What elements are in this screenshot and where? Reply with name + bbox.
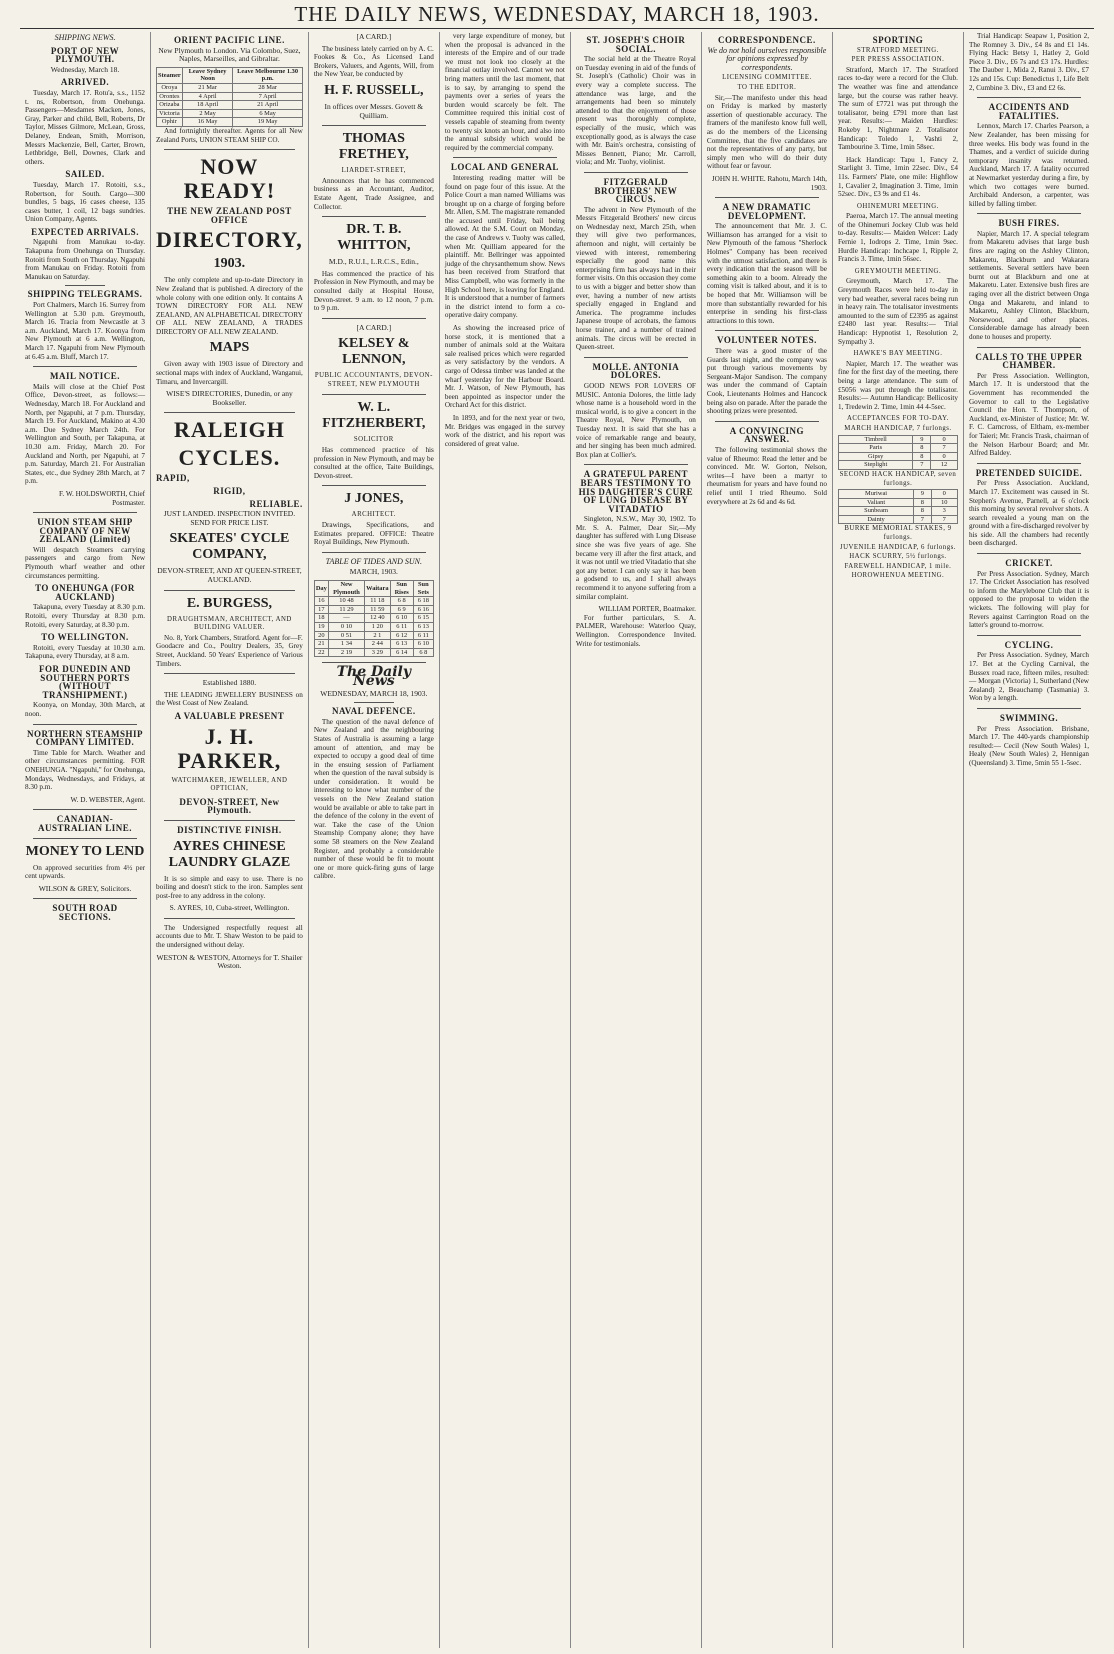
frethey-heading: THOMAS FRETHEY, xyxy=(338,131,409,163)
jones-body: Drawings, Specifications, and Estimates prepared. OFFICE: Theatre Royal Buildings, New Plymouth. xyxy=(313,521,434,547)
divider xyxy=(584,464,688,465)
table-row: 19 0 10 1 20 6 11 6 13 xyxy=(314,622,433,631)
press-association: PER PRESS ASSOCIATION. xyxy=(851,56,945,64)
divider xyxy=(715,421,819,422)
column-3 xyxy=(309,32,440,1648)
kelsey-heading: KELSEY & LENNON, xyxy=(338,336,410,368)
divider xyxy=(65,285,105,286)
table-row: Gipsy 8 0 xyxy=(838,452,957,461)
local-more: As showing the increased price of horse stock, it is mentioned that a number of animals sold at the Waitara sale realised prices which were regarded as very satisfactory by the vendors. A cargo of Odessa timber was landed at the wharf yesterday for the Harbour Board. Mr. J. Watson, of New Plymouth, has been appointed as inspector under the Orchard Act for this district. xyxy=(444,324,565,410)
orient-subheading: New Plymouth to London. Via Colombo, Suez, Naples, Marseilles, and Gibraltar. xyxy=(158,45,301,64)
cycles-heading: CYCLES. xyxy=(178,445,281,471)
column-8 xyxy=(964,32,1094,1648)
divider xyxy=(33,512,137,513)
hunters-body: Hack Handicap: Tapu 1, Fancy 2, Starlight 3. Time, 1min 22sec. Div., £4 11s. Farmers' Plate, one mile: Highflow 1, Cavalier 2, Imagination 3. Time, 1min 52sec. Div., £3 9s and £1 4s. xyxy=(837,155,958,199)
cycling-body: Per Press Association. Sydney, March 17. Bet at the Cycling Carnival, the Bussex road race, fifteen miles, resulted:— Morgan (Victoria) 1, Sutherland (New Zealand) 2, Beauchamp (Tasmania) 3. Won by a length. xyxy=(968,651,1089,703)
weston-signature: WESTON & WESTON, Attorneys for T. Shailer Weston. xyxy=(156,952,303,971)
table-row: Timbrell 9 0 xyxy=(838,435,957,444)
valuable-heading: A VALUABLE PRESENT xyxy=(174,710,285,721)
naval-continued: very large expenditure of money, but when the proposal is advanced in the interests of the Empire and of our trade we must not look too closely at the financial outlay involved. Cannot we not bring matters until the last moment, that is to say, by arranging to spend the payments over a series of years the burden would scarcely be felt. The Committee required this initial cost of vessels capable of steaming from twenty to twenty six knots an hour, and also into the annual subsidy which would be required by the commercial company. xyxy=(444,32,565,152)
orient-footer: And fortnightly thereafter. Agents for all New Zealand Ports, UNION STEAM SHIP CO. xyxy=(156,126,303,144)
table-row: 20 0 51 2 1 6 12 6 11 xyxy=(314,631,433,640)
naval-heading: NAVAL DEFENCE. xyxy=(331,706,416,717)
weston-body: The Undersigned respectfully request all accounts due to Mr. T. Shaw Weston to be paid to the undersigned without delay. xyxy=(156,923,303,950)
hawkes-body: Napier, March 17. The weather was fine for the first day of the meeting, there being a large attendance. The sum of £5056 was put through the totalisator. Results:— Autumn Handicap: Bellicosity 1, Tredewin 2. Time, 1min 44 4-5sec. xyxy=(837,359,958,411)
kelsey-card: [A CARD.] xyxy=(356,322,392,332)
russell-subheading: In offices over Messrs. Govett & Quilliam. xyxy=(324,101,424,120)
divider xyxy=(322,485,426,486)
burgess-body: No. 8, York Chambers, Stratford. Agent for—F. Goodacre and Co., Poultry Dealers, 35, Grey Street, Auckland. 50 Years' Experience of Various Timbers. xyxy=(156,633,303,668)
money-text: On approved securities from 4½ per cent upwards. xyxy=(25,863,146,881)
divider xyxy=(33,838,137,839)
russell-heading: H. F. RUSSELL, xyxy=(324,82,424,98)
divider xyxy=(354,702,394,703)
mail-signature: F. W. HOLDSWORTH, Chief Postmaster. xyxy=(58,489,146,507)
ayres-signature: S. AYRES, 10, Cuba-street, Wellington. xyxy=(169,903,290,913)
licensing-signature: JOHN H. WHITE. Rahotu, March 14th, 1903. xyxy=(711,174,827,192)
whitton-subheading: M.D., R.U.I., L.R.C.S., Edin., xyxy=(328,257,419,267)
south-road-heading: SOUTH ROAD SECTIONS. xyxy=(52,903,118,922)
table-row: Victoria 2 May 6 May xyxy=(157,109,303,118)
tides-heading: TABLE OF TIDES AND SUN. xyxy=(325,556,423,566)
local-heading: LOCAL AND GENERAL xyxy=(450,162,559,173)
column-5 xyxy=(571,32,702,1648)
swimming-heading: SWIMMING. xyxy=(999,712,1059,723)
masthead-title: THE DAILY NEWS, WEDNESDAY, MARCH 18, 1903. xyxy=(294,2,820,26)
upper-chamber-heading: CALLS TO THE UPPER CHAMBER. xyxy=(975,351,1083,371)
licensing-heading: LICENSING COMMITTEE. xyxy=(722,74,812,82)
dunedin-heading: FOR DUNEDIN AND SOUTHERN PORTS (WITHOUT TRANSHIPMENT.) xyxy=(39,664,132,700)
divider xyxy=(584,357,688,358)
licensing-subheading: TO THE EDITOR. xyxy=(737,83,797,91)
vitadatio-footer: For further particulars, S. A. PALMER, Warehouse: Waterloo Quay, Wellington. Correspondence Invited. Write for testimonials. xyxy=(575,613,696,648)
raleigh-line-rapid: RAPID, xyxy=(156,473,190,484)
divider xyxy=(322,216,426,217)
table-header: Waitara xyxy=(365,581,390,597)
divider xyxy=(977,213,1081,214)
divider xyxy=(453,157,557,158)
convincing-body: The following testimonial shows the value of Rheumo: Read the letter and be convinced. Mr. W. Gorton, Nelson, writes—I have been a martyr to rheumatism for years and have found no relief until I tried Rheumo. Sold everywhere at 2s 6d and 4s 6d. xyxy=(706,445,827,506)
burke-heading: BURKE MEMORIAL STAKES, 9 furlongs. xyxy=(844,525,952,542)
newspaper-page xyxy=(20,32,1094,1648)
vitadatio-signature: WILLIAM PORTER, Boatmaker. xyxy=(598,605,696,614)
divider xyxy=(715,197,819,198)
ohinemuri-body: Paeroa, March 17. The annual meeting of the Ohinemuri Jockey Club was held to-day. Results:— Maiden Welcer: Lady Fernie 1, Iodrops 2. Time, 1min 9sec. Hurdle Handicap: Inchcape 1, Ripple 2, Francis 3. Time, 1min 56sec. xyxy=(837,212,958,264)
cricket-heading: CRICKET. xyxy=(1005,558,1053,569)
cricket-body: Per Press Association. Sydney, March 17. The Cricket Association has resolved to inform the Marylebone Club that it is opposed to the proposal to widen the wickets. The following will play for Revers against Carrington Road on the latter's ground to-morrow. xyxy=(968,569,1089,630)
choir-heading: ST. JOSEPH'S CHOIR SOCIAL. xyxy=(586,35,686,54)
stratford-body: Stratford, March 17. The Stratford races to-day were a record for the Club. The weather was fine and attendance large, but the course was rather heavy. The sum of £7721 was put through the totalisator, being £791 more than last year. Results:— Maiden Hurdles: Rokeby 1, Nightmare 2. Totalisator Handicap: Toledo 1, Vashti 2, Tambourine 3. Time, 1min 58sec. xyxy=(837,65,958,152)
fitzherbert-heading: W. L. FITZHERBERT, xyxy=(322,400,426,432)
telegrams-text: Port Chalmers, March 16. Surrey from Wellington at 5.30 p.m. Greymouth, March 16. Tracia from Newcastle at 3 a.m. Auckland, March 17. Koonya from New Plymouth at 6 a.m. Wellington, March 17. Ngapuhi from New Plymouth at 6.45 a.m. Bluff, March 17. xyxy=(25,301,146,361)
column-1 xyxy=(20,32,151,1648)
established-line: Established 1880. xyxy=(202,678,257,688)
fitzherbert-body: Has commenced practice of his profession in New Plymouth, and may be consulted at the office, Taite Buildings, Devon-street. xyxy=(313,446,434,480)
table-row: Oroya 21 Mar 28 Mar xyxy=(157,83,303,92)
wellington-heading: TO WELLINGTON. xyxy=(41,632,129,643)
canadian-heading: CANADIAN-AUSTRALIAN LINE. xyxy=(38,814,133,833)
column-2 xyxy=(151,32,309,1648)
wise-line: WISE'S DIRECTORIES, Dunedin, or any Bookseller. xyxy=(166,389,293,407)
greymouth-heading: GREYMOUTH MEETING. xyxy=(854,267,942,275)
vitadatio-heading: A GRATEFUL PARENT BEARS TESTIMONY TO HIS DAUGHTER'S CURE OF LUNG DISEASE BY VITADATIO xyxy=(578,469,694,514)
raleigh-line-reliable: RELIABLE. xyxy=(249,498,303,509)
divider xyxy=(584,172,688,173)
suicide-body: Per Press Association. Auckland, March 17. Excitement was caused in St. Stephen's Avenue, Parnell, at 6 o'clock this morning by several revolver shots. A search revealed a young man on the ground with a fire-discharged revolver by his side. All the chambers had recently been discharged. xyxy=(968,479,1089,548)
daily-news-nameplate: The Daily News xyxy=(336,664,412,689)
accidents-heading: ACCIDENTS AND FATALITIES. xyxy=(988,102,1070,121)
editorial-dateline: WEDNESDAY, MARCH 18, 1903. xyxy=(320,688,428,698)
ayres-heading: AYRES CHINESE LAUNDRY GLAZE xyxy=(168,838,291,870)
frethey-body: Announces that he has commenced business as an Accountant, Auditor, Estate Agent, Trade Assignee, and Collector. xyxy=(313,176,434,211)
hack-handicap-table xyxy=(838,489,958,524)
suicide-heading: PRETENDED SUICIDE. xyxy=(975,467,1083,478)
card-heading: [A CARD.] xyxy=(356,32,392,41)
cycling-heading: CYCLING. xyxy=(1004,639,1054,650)
maps-heading: MAPS xyxy=(209,340,250,356)
jones-heading: J JONES, xyxy=(344,491,404,507)
skeates-address: DEVON-STREET, AND AT QUEEN-STREET, AUCKLAND. xyxy=(157,566,302,584)
raleigh-line-rigid: RIGID, xyxy=(213,486,246,497)
parker-heading: J. H. PARKER, xyxy=(177,723,282,773)
jones-subheading: ARCHITECT. xyxy=(351,511,396,519)
divider xyxy=(977,97,1081,98)
local-tail: In 1893, and for the next year or two, Mr. Bridges was engaged in the survey work of the district, and his report was considered of great value. xyxy=(444,413,565,448)
arrived-heading: ARRIVED. xyxy=(60,77,110,88)
choir-body: The social held at the Theatre Royal on Tuesday evening in aid of the funds of St. Joseph's (Catholic) Choir was in every way a complete success. The attendance was large, and the arrangements had been so minutely attended to that the enjoyment of those present was thoroughly complete, especially of the music, which was exceptionally good, as is always the case with Mr. Bain's orchestra, consisting of Misses Bennett, Piano; Mr. Carroll, viola; and Mr. Tuohy, violinist. xyxy=(575,55,696,167)
column-6 xyxy=(702,32,833,1648)
convincing-heading: A CONVINCING ANSWER. xyxy=(729,425,805,445)
acceptances-heading: ACCEPTANCES FOR TO-DAY. xyxy=(846,415,949,423)
dunedin-text: Koonya, on Monday, 30th March, at noon. xyxy=(25,701,146,718)
table-header: Leave Melbourne 1.30 p.m. xyxy=(233,67,302,83)
shipping-heading: SHIPPING NEWS. xyxy=(54,33,116,42)
sporting-heading: SPORTING xyxy=(872,35,924,45)
whitton-body: Has commenced the practice of his Profession in New Plymouth, and may be consulted daily at Hospital House, Devon-street. 9 a.m. to 12 noon, 7 p.m. to 9 p.m. xyxy=(313,269,434,313)
vitadatio-body: Singleton, N.S.W., May 30, 1902. To Mr. S. A. Palmer, Dear Sir,—My daughter has suffered with Lung Disease since she was five years of age. She became very ill after the first attack, and it was not until we tried Vitadatio that she got any better. I can only say it has been a godsend to us, and I shall always recommend it to anyone suffering from a similar complaint. xyxy=(575,515,696,601)
table-header: Day xyxy=(314,581,328,597)
divider xyxy=(164,412,295,413)
correspondence-heading: CORRESPONDENCE. xyxy=(718,35,816,45)
divider xyxy=(164,673,295,674)
directory-subheading: THE NEW ZEALAND POST OFFICE xyxy=(167,206,292,225)
northern-signature: W. D. WEBSTER, Agent. xyxy=(70,795,146,804)
divider xyxy=(33,898,137,899)
table-row: Steplight 7 12 xyxy=(838,461,957,470)
table-row: 21 1 34 2 44 6 13 6 10 xyxy=(314,640,433,649)
raleigh-landed: JUST LANDED. INSPECTION INVITED. SEND FOR PRICE LIST. xyxy=(163,509,296,527)
divider xyxy=(164,820,295,821)
tides-table xyxy=(314,580,434,657)
table-row: 22 2 19 3 29 6 14 6 8 xyxy=(314,648,433,657)
accidents-body: Lennox, March 17. Charles Pearson, a New Zealander, has been missing for three weeks. His body was found in the Thames, and a verdict of suicide during temporary insanity was returned. Auckland, March 17. A fatality occurred at Newmarket yesterday during a fire, by which two cottages were burned. Archibald Anderson, a carpenter, was killed by falling timber. xyxy=(968,122,1089,208)
jeweller-body: THE LEADING JEWELLERY BUSINESS on the West Coast of New Zealand. xyxy=(156,690,303,708)
fitzherbert-subheading: SOLICITOR xyxy=(353,436,394,444)
divider xyxy=(977,708,1081,709)
raleigh-heading: RALEIGH xyxy=(173,417,285,443)
dramatic-body: The announcement that Mr. J. C. Williamson has arranged for a visit to New Plymouth of the famous "Sherlock Holmes" Company has been received with the utmost satisfaction, and there is every indication that the season will be something akin to a boom. Already the coming visit is talked about, and it is to be hoped that Mr. Williamson will be more than substantially rewarded for his enterprise in sending his first-class attractions to this town. xyxy=(706,222,827,325)
bush-fires-heading: BUSH FIRES. xyxy=(998,218,1060,229)
burgess-heading: E. BURGESS, xyxy=(186,595,273,611)
orient-schedule-table xyxy=(156,67,303,127)
column-7 xyxy=(833,32,964,1648)
table-row: Orizaba 18 April 21 April xyxy=(157,101,303,110)
sailed-text: Tuesday, March 17. Rotoiti, s.s., Robertson, for South. Cargo—300 bundles, 5 bags, 16 cases cheese, 135 cases butter, 1 coil, 12 bags sundries. Union Company, Agents. xyxy=(25,180,146,224)
table-header: Sun Sets xyxy=(413,581,433,597)
divider xyxy=(322,552,426,553)
table-row: Ophir 16 May 19 May xyxy=(157,118,303,127)
circus-heading: FITZGERALD BROTHERS' NEW CIRCUS. xyxy=(594,176,678,205)
upper-chamber-body: Per Press Association. Wellington, March 17. It is understood that the Government has recommended the Governor to call to the Legislative Council the Hon. T. Thompson, of Auckland, ex-Minister of Justice; Mr. W. F. C. Carncross, of Eltham, ex-member for Taieri; Mr. Francis Trask, chairman of the Nelson Harbour Board; and Mr. Alfred Baldey. xyxy=(968,371,1089,458)
northern-text: Time Table for March. Weather and other circumstances permitting. FOR ONEHUNGA. "Ngapuhi," for Onehunga, Mondays, Wednesdays, and Fridays, at 8.30 p.m. xyxy=(25,748,146,792)
tides-month: MARCH, 1903. xyxy=(349,567,398,577)
kelsey-subheading: PUBLIC ACCOUNTANTS, DEVON-STREET, NEW PLYMOUTH xyxy=(314,372,433,388)
divider xyxy=(164,590,295,591)
table-row: Dainty 7 7 xyxy=(838,515,957,524)
hawkes-heading: HAWKE'S BAY MEETING. xyxy=(853,350,943,358)
table-header: Leave Sydney Noon xyxy=(182,67,233,83)
table-row: Sunbeam 8 3 xyxy=(838,507,957,516)
trial-body: Trial Handicap: Seapaw 1, Position 2, The Romney 3. Div., £4 8s and £1 14s. Flying Hack: Betsy 1, Hatley 2, Gold Piece 3. Div., £6 7s and £3 17s. Hurdles: The Dauber 1, Mida 2, Ranui 3. Div., £7 12s and 15s. Cup: Benedictus 1, Life Belt 2, Cumbine 3. Div., £3 and £2 6s. xyxy=(968,32,1089,92)
ayres-body: It is so simple and easy to use. There is no boiling and doesn't stick to the iron. Samples sent post-free to any address in the colony. xyxy=(156,874,303,900)
divider xyxy=(715,330,819,331)
masthead xyxy=(0,0,1114,28)
union-text: Will despatch Steamers carrying passengers and cargo from New Plymouth wharf weather and other circumstances permitting. xyxy=(25,545,146,580)
hack-handicap-heading: SECOND HACK HANDICAP, seven furlongs. xyxy=(839,470,957,487)
swimming-body: Per Press Association. Brisbane, March 17. The 440-yards championship resulted:— Cecil (New South Wales) 1, Healy (New South Wales) 2, Hennigan (Queensland) 3. Time, 5min 55 1-5sec. xyxy=(968,724,1089,767)
telegrams-heading: SHIPPING TELEGRAMS. xyxy=(27,289,143,300)
money-heading: MONEY TO LEND xyxy=(25,843,145,859)
onehunga-text: Takapuna, every Tuesday at 8.30 p.m. Rotoiti, every Thursday at 8.30 p.m. Rotoiti, every Saturday, at 8.30 p.m. xyxy=(25,603,146,629)
expected-text: Ngapuhi from Manukau to-day. Takapuna from Onehunga on Thursday. Rotoiti from South on Thursday. Ngapuhi from Manukau on Friday. Rotoiti from Manukau on Saturday. xyxy=(25,238,146,281)
table-header: New Plymouth xyxy=(328,581,364,597)
mail-text: Mails will close at the Chief Post Office, Devon-street, as follows:— Wednesday, March 18. For Auckland and North, per Ngapuhi, at 7 p.m. Thursday, March 19. For Auckland, Makino at 4.30 a.m. Due Sydney March 24th. For Wellington and South, per Takapuna, at 10.30 a.m. Friday, March 20. For Auckland and North, per Ngapuhi, at 7 p.m. Saturday, March 21. For Australian States, etc., due Sydney 28th March, at 7 p.m. xyxy=(25,382,146,486)
divider xyxy=(164,918,295,919)
divider xyxy=(322,125,426,126)
date-line: Wednesday, March 18. xyxy=(50,64,120,74)
scurry-heading: HACK SCURRY, 5½ furlongs. xyxy=(849,553,947,561)
licensing-body: Sir,—The manifesto under this head on Friday is marked by masterly assertion of questionable accuracy. The framers of the manifesto know full well, as do the members of the Licensing Committee, that the five candidates are not the representatives of any party, but simply men who will do their duty without fear or favour. xyxy=(706,93,827,171)
local-body: Interesting reading matter will be found on page four of this issue. At the Police Court a man named Williams was brought up on a charge of forging before Mr. Allen, S.M. The magistrate remanded the accused until Friday, bail being allowed. At the S.M. Court on Monday, the case of Andrews v. Tuohy was called, when Mr. Quilliam appeared for the plaintiff. Mr. Bellringer was appointed judge of the chrysanthemum show. News has been received from Stratford that Miss Campbell, who was formerly in the High School here, is leaving for England. It is understood that a number of farmers in the district intend to form a co-operative dairy company. xyxy=(444,173,565,320)
volunteer-body: There was a good muster of the Guards last night, and the company was put through various movements by Sergeant-Major Sandison. The company was under the command of Captain Cook, Lieutenants Holmes and Hancock being also on parade. After the parade the shooting prizes were presented. xyxy=(706,347,827,416)
circus-body: The advent in New Plymouth of the Messrs Fitzgerald Brothers' new circus on Wednesday next, March 25th, when they will give two performances, afternoon and night, will certainly be viewed with interest, remembering especially the good name this enterprising firm has always had in their former visits. On this occasion they come to us with a bigger and better show than ever, having a number of new artists specially engaged in England and America. The programme includes Japanese troupe of acrobats, the famous horse trainer, and a number of trained animals. The circus will be erected in Queen-street. xyxy=(575,205,696,352)
frethey-subheading: LIARDET-STREET, xyxy=(341,167,406,175)
naval-body: The question of the naval defence of New Zealand and the neighbouring States of Australia is assuming a large amount of attention, and may be expected to occupy a good deal of time in the ensuing session of Parliament when the question of the naval subsidy is under consideration. It would be interesting to know what number of the vessels on the New Zealand station would be available or able to take part in the defence of the colony in the event of war. Take the case of the Union Steamship Company alone; they have some 58 steamers on the New Zealand Register, and probably a considerable number of these would be fit to mount one or more quick-firing guns of large calibre. xyxy=(313,717,434,881)
union-heading: UNION STEAM SHIP COMPANY OF NEW ZEALAND (Limited) xyxy=(37,517,133,545)
column-4 xyxy=(440,32,571,1648)
divider xyxy=(322,662,426,663)
table-row: Muriwai 9 0 xyxy=(838,490,957,499)
divider xyxy=(977,347,1081,348)
divider xyxy=(977,463,1081,464)
greymouth-body: Greymouth, March 17. The Greymouth Races were held to-day in very bad weather, several races being run in heavy rain. The totalisator investments amounted to the sum of £2395 as against £2480 last year. Results:— Trial Handicap: Hypnotist 1, Resolution 2, Sympathy 3. xyxy=(837,277,958,346)
directory-year: 1903. xyxy=(213,256,246,272)
divider xyxy=(33,366,137,367)
horowhenua-heading: HOROWHENUA MEETING. xyxy=(851,572,945,580)
volunteer-heading: VOLUNTEER NOTES. xyxy=(717,335,817,346)
table-header: Steamer xyxy=(157,67,183,83)
march-handicap-table xyxy=(838,435,958,470)
directory-heading: DIRECTORY, xyxy=(156,227,303,253)
whitton-heading: DR. T. B. WHITTON, xyxy=(337,222,411,254)
card-body: The business lately carried on by A. C. Fookes & Co., As Licensed Land Brokers, Valuers, and Agents, Will, from the New Year, be conducted by xyxy=(313,44,434,79)
stratford-heading: STRATFORD MEETING. xyxy=(857,46,939,54)
table-row: Paris 8 7 xyxy=(838,444,957,453)
wellington-text: Rotoiti, every Tuesday at 10.30 a.m. Takapuna, every Thursday, at 8 a.m. xyxy=(25,643,146,661)
parker-subheading: WATCHMAKER, JEWELLER, AND OPTICIAN, xyxy=(171,776,288,793)
dolores-body: GOOD NEWS FOR LOVERS OF MUSIC. Antonia Dolores, the little lady whose name is a household word in the musical world, is to give a concert in the Theatre Royal, New Plymouth, on Tuesday next. It is said that she has a voice of remarkable range and beauty, and her singing has been much admired. Box plan at Collier's. xyxy=(575,381,696,459)
port-heading: PORT OF NEW PLYMOUTH. xyxy=(50,45,120,65)
table-row: Valiant 8 10 xyxy=(838,498,957,507)
dolores-heading: MOLLE. ANTONIA DOLORES. xyxy=(592,361,680,381)
table-row: 18 — 12 40 6 10 6 15 xyxy=(314,614,433,623)
divider xyxy=(33,724,137,725)
maps-body: Given away with 1903 issue of Directory and sectional maps with index of Auckland, Wanganui, Timaru, and Invercargill. xyxy=(156,360,303,386)
table-row: 16 10 48 11 18 6 8 6 18 xyxy=(314,597,433,606)
burgess-subheading: DRAUGHTSMAN, ARCHITECT, AND BUILDING VALUER. xyxy=(167,615,292,632)
table-row: Orontes 4 April 7 April xyxy=(157,92,303,101)
ohinemuri-heading: OHINEMURI MEETING. xyxy=(857,202,939,210)
arrived-text: Tuesday, March 17. Rotu'a, s.s., 1152 t. ns, Robertson, from Onehunga. Passengers—Mesdames Macken, Jones, Gray, Parker and child, Bell, Roberts, Dr Taylor, Misses Gilmore, McLean, Gross, Delaney, Endean, Smith, Morrison, Messrs Mackenzie, Bell, Carter, Brown, Lethbridge, Bell, Downes, Clark and others. xyxy=(25,88,146,166)
table-header: Sun Rises xyxy=(390,581,413,597)
mail-heading: MAIL NOTICE. xyxy=(50,371,121,382)
skeates-heading: SKEATES' CYCLE COMPANY, xyxy=(169,531,290,563)
directory-body: The only complete and up-to-date Directory in New Zealand that is published. A directory of the whole colony with one edition only. It contains A TOWN DIRECTORY FOR ALL NEW ZEALAND, AN ALPHABETICAL DIRECTORY OF ALL NEW ZEALAND, A TRADES DIRECTORY OF ALL NEW ZEALAND. xyxy=(156,276,303,336)
divider xyxy=(322,394,426,395)
now-ready-heading: NOW READY! xyxy=(183,154,276,204)
divider xyxy=(977,635,1081,636)
sailed-heading: SAILED. xyxy=(65,169,105,180)
farewell-heading: FAREWELL HANDICAP, 1 mile. xyxy=(844,562,952,570)
bush-fires-body: Napier, March 17. A special telegram from Makaretu advises that large bush fires are raging on the Ashley Clinton, Makaretu, Blackburn and Wakarara settlements. Several settlers have been burnt out at Blackburn and one at Makaretu. Later. Extensive bush fires are raging over all the district between Onga Onga and Makaretu, and inland to Makaretu, Ashley Clinton, Blackburn, Norsewood, and other places. Considerable damage has already been done to houses and property. xyxy=(968,229,1089,341)
march-handicap-heading: MARCH HANDICAP, 7 furlongs. xyxy=(844,424,952,432)
divider xyxy=(33,809,137,810)
northern-heading: NORTHERN STEAMSHIP COMPANY LIMITED. xyxy=(27,728,143,748)
juvenile-heading: JUVENILE HANDICAP, 6 furlongs. xyxy=(839,543,956,551)
divider xyxy=(977,553,1081,554)
expected-heading: EXPECTED ARRIVALS. xyxy=(31,226,139,237)
onehunga-heading: TO ONEHUNGA (FOR AUCKLAND) xyxy=(35,583,135,602)
dramatic-heading: A NEW DRAMATIC DEVELOPMENT. xyxy=(722,202,812,221)
correspondence-subheading: We do not hold ourselves responsible for opinions expressed by correspondents. xyxy=(707,45,827,72)
money-signature: WILSON & GREY, Solicitors. xyxy=(38,883,132,893)
divider xyxy=(322,318,426,319)
parker-address: DEVON-STREET, New Plymouth. xyxy=(179,796,280,816)
finish-heading: DISTINCTIVE FINISH. xyxy=(177,824,282,835)
orient-heading: ORIENT PACIFIC LINE. xyxy=(173,35,285,45)
table-row: 17 11 29 11 59 6 9 6 16 xyxy=(314,605,433,614)
masthead-rule xyxy=(20,28,1094,29)
divider xyxy=(164,149,295,150)
